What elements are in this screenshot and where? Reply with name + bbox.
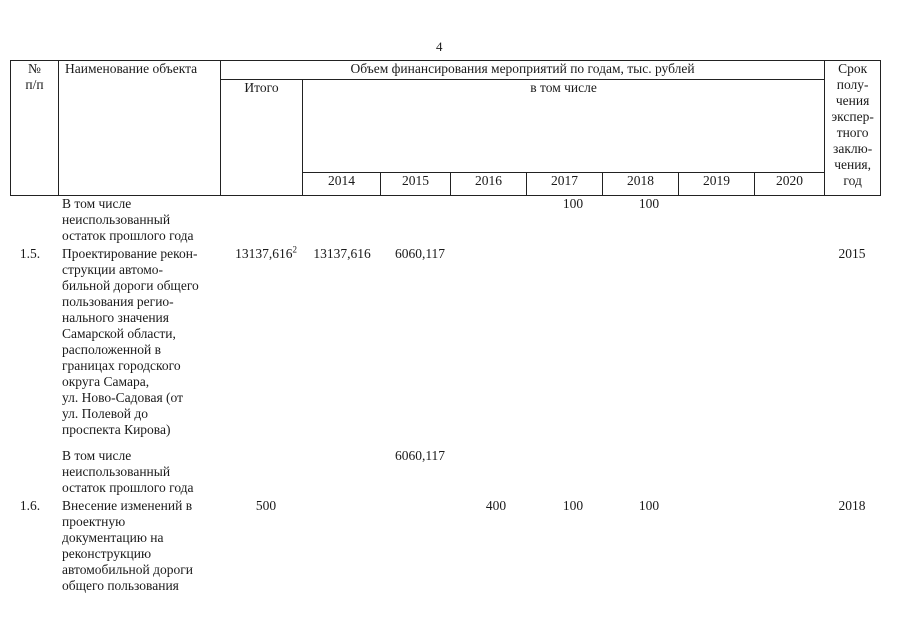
page-number: 4 xyxy=(436,39,443,54)
row-name: Проектирование рекон- струкции автомо- бильной дороги общего пользования регио- нального значения Самарской области, расположенной в границах городского округа Самара, ул. Ново-Садовая (от ул. Полевой до проспекта Кирова) xyxy=(62,246,199,437)
row-value-2018: 100 xyxy=(638,498,660,513)
header-itogo: Итого xyxy=(221,80,303,196)
row-num: 1.5. xyxy=(19,246,41,261)
row-value-2015: 6060,117 xyxy=(394,246,446,261)
row-num: 1.6. xyxy=(19,498,41,513)
row-value-2017: 100 xyxy=(562,196,584,211)
row-value-2016: 400 xyxy=(485,498,507,513)
header-year-2018: 2018 xyxy=(603,173,679,196)
header-year-2015: 2015 xyxy=(381,173,451,196)
table-header xyxy=(10,60,881,196)
header-srok: Срок полу- чения экспер- тного заклю- чения, год xyxy=(825,61,881,196)
table-row xyxy=(10,448,880,496)
header-year-2016: 2016 xyxy=(451,173,527,196)
header-name: Наименование объекта xyxy=(59,61,221,196)
row-value-2018: 100 xyxy=(638,196,660,211)
header-financing: Объем финансирования мероприятий по годам, тыс. рублей xyxy=(221,61,825,80)
row-name: В том числе неиспользованный остаток прошлого года xyxy=(62,196,194,243)
table-row xyxy=(10,498,880,602)
footnote-marker: 2 xyxy=(292,244,297,255)
header-year-2014: 2014 xyxy=(303,173,381,196)
row-srok: 2018 xyxy=(838,498,866,513)
table-body xyxy=(10,196,880,600)
header-year-2020: 2020 xyxy=(755,173,825,196)
table-row xyxy=(10,246,880,450)
table-row xyxy=(10,196,880,244)
row-itogo: 500 xyxy=(255,498,277,513)
row-name: Внесение изменений в проектную документацию на реконструкцию автомобильной дороги общего пользования xyxy=(62,498,193,593)
header-incl: в том числе xyxy=(303,80,825,173)
header-num: № п/п xyxy=(11,61,59,196)
row-value-2014: 13137,616 xyxy=(313,246,371,261)
row-name: В том числе неиспользованный остаток прошлого года xyxy=(62,448,194,495)
row-itogo: 13137,616$^2$ xyxy=(235,244,297,261)
header-year-2017: 2017 xyxy=(527,173,603,196)
row-value-2015: 6060,117 xyxy=(394,448,446,463)
row-srok: 2015 xyxy=(838,246,866,261)
header-year-2019: 2019 xyxy=(679,173,755,196)
row-value-2017: 100 xyxy=(562,498,584,513)
